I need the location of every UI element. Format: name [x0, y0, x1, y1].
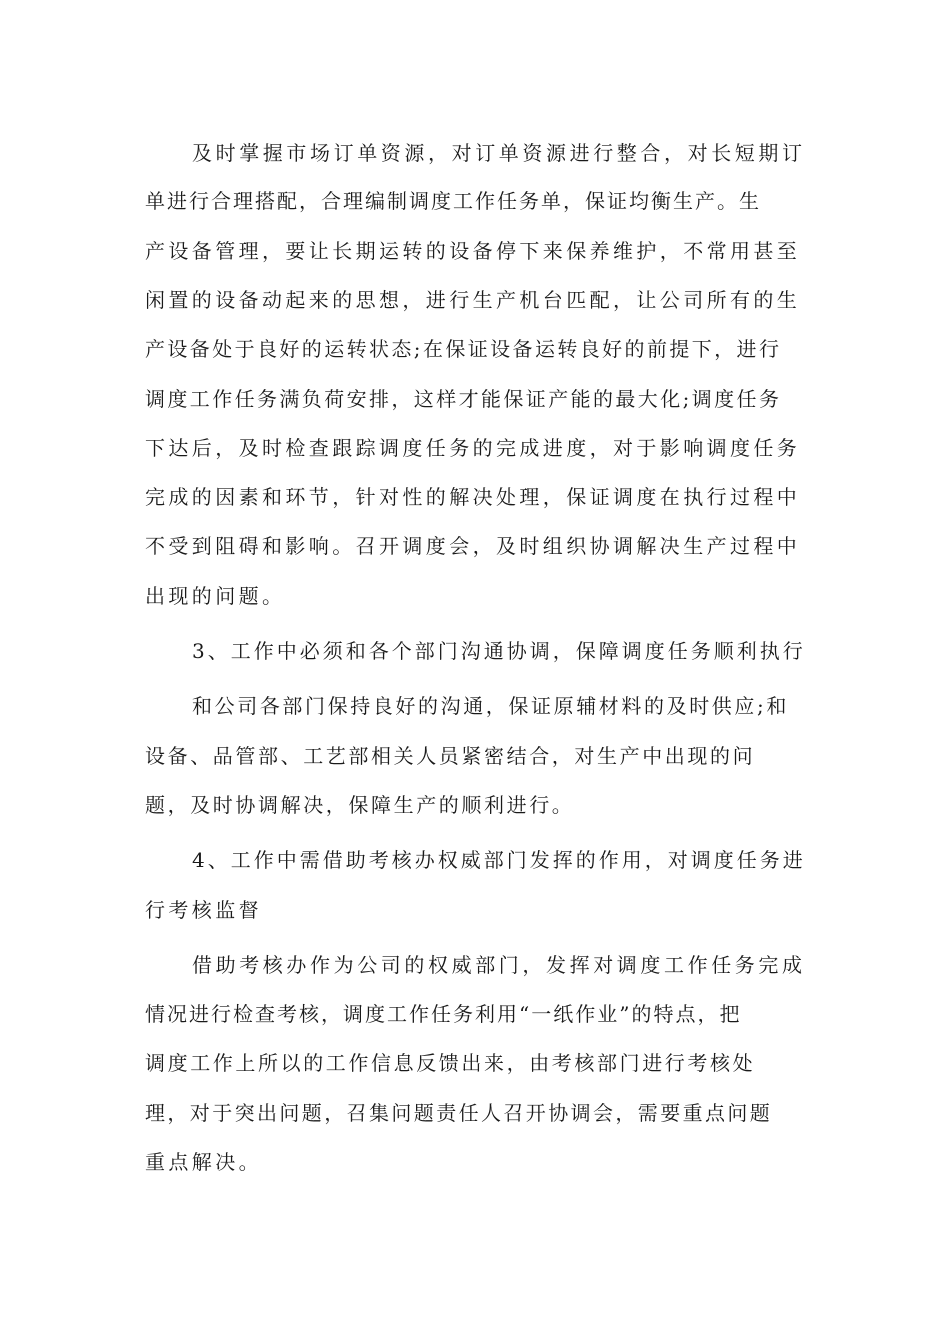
- text-line: 调度工作任务满负荷安排，这样才能保证产能的最大化;调度任务: [145, 387, 782, 411]
- section-heading: 4、工作中需借助考核办权威部门发挥的作用，对调度任务进: [192, 848, 806, 872]
- text-line: 完成的因素和环节，针对性的解决处理，保证调度在执行过程中: [145, 485, 801, 509]
- text-line: 下达后，及时检查跟踪调度任务的完成进度，对于影响调度任务: [145, 436, 801, 460]
- text-line: 调度工作上所以的工作信息反馈出来，由考核部门进行考核处: [145, 1051, 756, 1075]
- text-line: 和公司各部门保持良好的沟通，保证原辅材料的及时供应;和: [192, 694, 789, 718]
- text-line: 借助考核办作为公司的权威部门，发挥对调度工作任务完成: [192, 953, 806, 977]
- text-line: 闲置的设备动起来的思想，进行生产机台匹配，让公司所有的生: [145, 288, 801, 312]
- text-line: 不受到阻碍和影响。召开调度会，及时组织协调解决生产过程中: [145, 534, 801, 558]
- text-line: 行考核监督: [145, 898, 262, 922]
- text-line: 产设备管理，要让长期运转的设备停下来保养维护，不常用甚至: [145, 239, 801, 263]
- text-line: 及时掌握市场订单资源，对订单资源进行整合，对长短期订: [192, 141, 806, 165]
- text-line: 题，及时协调解决，保障生产的顺利进行。: [145, 793, 575, 817]
- text-line: 情况进行检查考核，调度工作任务利用“一纸作业”的特点，把: [145, 1002, 742, 1026]
- text-line: 产设备处于良好的运转状态;在保证设备运转良好的前提下，进行: [145, 337, 782, 361]
- section-heading: 3、工作中必须和各个部门沟通协调，保障调度任务顺利执行: [192, 639, 806, 663]
- text-line: 理，对于突出问题，召集问题责任人召开协调会，需要重点问题: [145, 1101, 773, 1125]
- text-line: 出现的问题。: [145, 584, 286, 608]
- text-line: 设备、品管部、工艺部相关人员紧密结合，对生产中出现的问: [145, 744, 756, 768]
- text-line: 重点解决。: [145, 1150, 262, 1174]
- text-line: 单进行合理搭配，合理编制调度工作任务单，保证均衡生产。生: [145, 189, 761, 213]
